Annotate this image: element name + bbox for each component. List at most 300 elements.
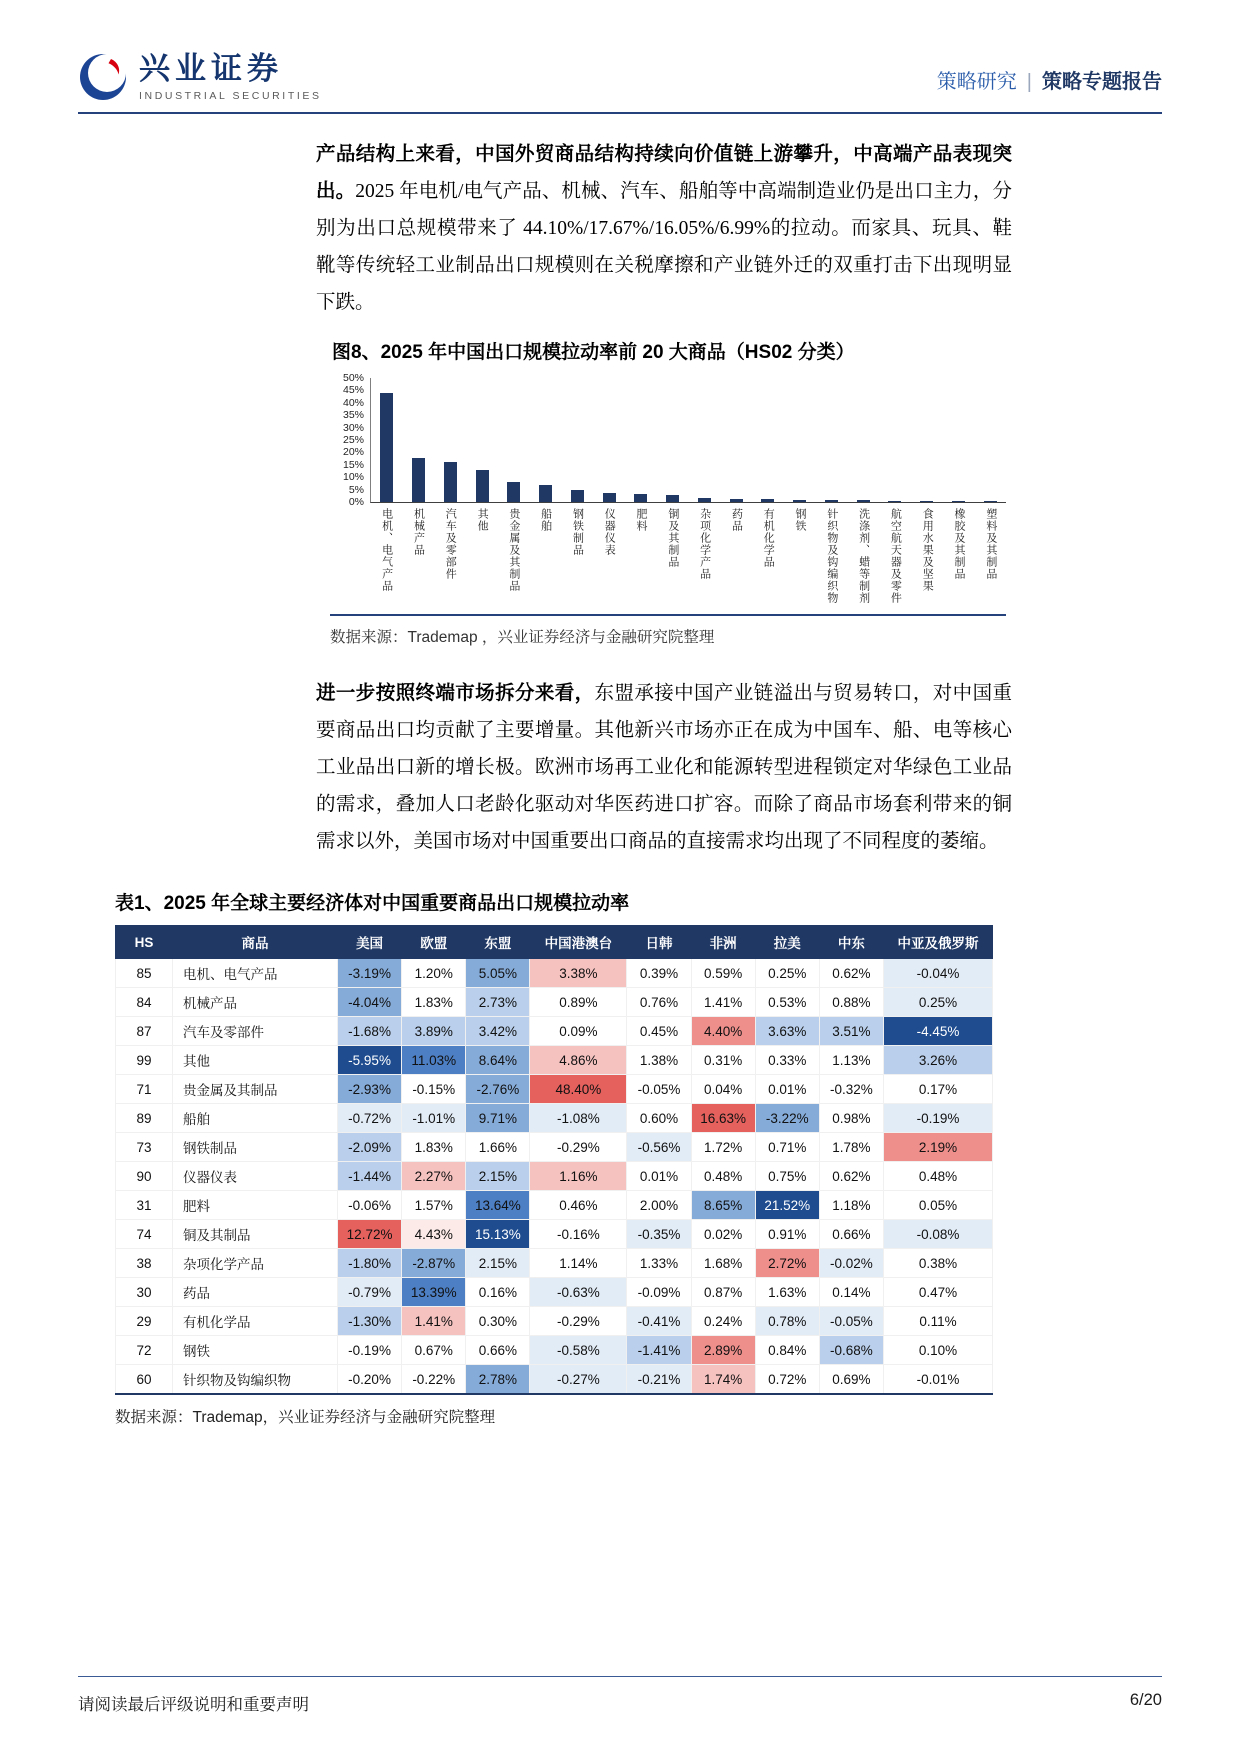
logo-cn-name: 兴业证券 xyxy=(139,51,283,87)
hs-code-cell: 89 xyxy=(116,1104,173,1133)
column-header: 中亚及俄罗斯 xyxy=(884,926,993,959)
value-cell: -0.05% xyxy=(819,1307,883,1336)
value-cell: 0.91% xyxy=(755,1220,819,1249)
value-cell: 1.18% xyxy=(819,1191,883,1220)
y-axis-tick-label: 30% xyxy=(342,421,364,434)
hs-code-cell: 84 xyxy=(116,988,173,1017)
value-cell: -1.01% xyxy=(402,1104,466,1133)
value-cell: -0.63% xyxy=(530,1278,627,1307)
value-cell: 5.05% xyxy=(466,959,530,988)
table-row xyxy=(116,1046,993,1075)
value-cell: 0.45% xyxy=(627,1017,691,1046)
value-cell: -0.72% xyxy=(338,1104,402,1133)
bar xyxy=(730,499,743,502)
y-axis-tick-label: 15% xyxy=(342,458,364,471)
bar-slot xyxy=(911,378,943,502)
value-cell: 0.14% xyxy=(819,1278,883,1307)
bar xyxy=(920,501,933,502)
value-cell: -0.21% xyxy=(627,1365,691,1395)
bar-label-slot xyxy=(529,503,561,604)
bar-label-slot xyxy=(434,503,466,604)
table-body xyxy=(116,959,993,1395)
value-cell: 0.16% xyxy=(466,1278,530,1307)
value-cell: 0.25% xyxy=(884,988,993,1017)
value-cell: 4.86% xyxy=(530,1046,627,1075)
column-header: HS xyxy=(116,926,173,959)
value-cell: 0.66% xyxy=(819,1220,883,1249)
bar xyxy=(476,470,489,502)
bar xyxy=(825,500,838,502)
value-cell: 48.40% xyxy=(530,1075,627,1104)
column-header: 拉美 xyxy=(755,926,819,959)
table-row xyxy=(116,1278,993,1307)
value-cell: 0.11% xyxy=(884,1307,993,1336)
value-cell: 1.83% xyxy=(402,988,466,1017)
value-cell: 0.62% xyxy=(819,959,883,988)
paragraph-2-bold-lead: 进一步按照终端市场拆分来看， xyxy=(316,683,595,704)
bar-label-slot xyxy=(847,503,879,604)
bar xyxy=(952,501,965,502)
bar-label-slot xyxy=(465,503,497,604)
commodity-cell: 其他 xyxy=(173,1046,338,1075)
page-header xyxy=(0,0,1240,102)
bar-category-label: 机械产品 xyxy=(412,508,425,556)
bar-category-label: 钢铁制品 xyxy=(571,508,584,556)
table-header-row xyxy=(116,926,993,959)
column-header: 东盟 xyxy=(466,926,530,959)
bar-category-label: 洗涤剂、蜡等制剂 xyxy=(857,508,870,604)
value-cell: 0.39% xyxy=(627,959,691,988)
bar xyxy=(539,485,552,502)
export-pull-rate-table xyxy=(115,925,993,1395)
value-cell: 0.67% xyxy=(402,1336,466,1365)
value-cell: 0.98% xyxy=(819,1104,883,1133)
value-cell: -4.04% xyxy=(338,988,402,1017)
value-cell: 0.09% xyxy=(530,1017,627,1046)
value-cell: -1.30% xyxy=(338,1307,402,1336)
table-row xyxy=(116,1133,993,1162)
bar-category-label: 汽车及零部件 xyxy=(444,508,457,580)
value-cell: 0.02% xyxy=(691,1220,755,1249)
value-cell: 0.62% xyxy=(819,1162,883,1191)
value-cell: -3.22% xyxy=(755,1104,819,1133)
value-cell: -0.58% xyxy=(530,1336,627,1365)
value-cell: 3.26% xyxy=(884,1046,993,1075)
value-cell: 11.03% xyxy=(402,1046,466,1075)
table-row xyxy=(116,1075,993,1104)
value-cell: -1.80% xyxy=(338,1249,402,1278)
bar-slot xyxy=(879,378,911,502)
hs-code-cell: 74 xyxy=(116,1220,173,1249)
figure-source-note: 数据来源：Trademap ，兴业证券经济与金融研究院整理 xyxy=(330,614,1006,647)
value-cell: -0.20% xyxy=(338,1365,402,1395)
hs-code-cell: 85 xyxy=(116,959,173,988)
hs-code-cell: 73 xyxy=(116,1133,173,1162)
bar xyxy=(507,482,520,502)
table-row xyxy=(116,1191,993,1220)
bar-category-label: 铜及其制品 xyxy=(666,508,679,568)
value-cell: 2.15% xyxy=(466,1249,530,1278)
value-cell: -1.68% xyxy=(338,1017,402,1046)
value-cell: 12.72% xyxy=(338,1220,402,1249)
commodity-cell: 药品 xyxy=(173,1278,338,1307)
value-cell: -0.19% xyxy=(338,1336,402,1365)
bar-category-label: 肥料 xyxy=(635,508,648,532)
bar-slot xyxy=(625,378,657,502)
value-cell: -0.06% xyxy=(338,1191,402,1220)
value-cell: 15.13% xyxy=(466,1220,530,1249)
bar-category-label: 有机化学品 xyxy=(762,508,775,568)
bar xyxy=(666,495,679,502)
bar-category-label: 食用水果及坚果 xyxy=(921,508,934,592)
y-axis-tick-label: 25% xyxy=(342,434,364,446)
value-cell: -0.16% xyxy=(530,1220,627,1249)
bar-label-slot xyxy=(752,503,784,604)
bar-label-slot xyxy=(561,503,593,604)
table-title: 表1、2025 年全球主要经济体对中国重要商品出口规模拉动率 xyxy=(115,893,630,914)
paragraph-2-body: 东盟承接中国产业链溢出与贸易转口，对中国重要商品出口均贡献了主要增量。其他新兴市场亦正在成为中国车、船、电等核心工业品出口新的增长极。欧洲市场再工业化和能源转型进程锁定对华绿色工业品的需求，叠加人口老龄化驱动对华医药进口扩容。而除了商品市场套利带来的铜需求以外，美国市场对中国重要出口商品的直接需求均出现了不同程度的萎缩。 xyxy=(316,683,1012,852)
report-type-label: 策略专题报告 xyxy=(1042,71,1162,93)
logo-en-name: INDUSTRIAL SECURITIES xyxy=(139,89,322,102)
value-cell: 0.04% xyxy=(691,1075,755,1104)
bar-slot xyxy=(435,378,467,502)
hs-code-cell: 31 xyxy=(116,1191,173,1220)
value-cell: 2.78% xyxy=(466,1365,530,1395)
table-source-note: 数据来源：Trademap，兴业证券经济与金融研究院整理 xyxy=(115,1409,496,1426)
bar-slot xyxy=(847,378,879,502)
value-cell: 1.13% xyxy=(819,1046,883,1075)
value-cell: 3.51% xyxy=(819,1017,883,1046)
value-cell: 1.20% xyxy=(402,959,466,988)
hs-code-cell: 60 xyxy=(116,1365,173,1395)
bar xyxy=(698,498,711,502)
bar-slot xyxy=(562,378,594,502)
commodity-cell: 肥料 xyxy=(173,1191,338,1220)
bar-label-slot xyxy=(911,503,943,604)
bar-category-label: 船舶 xyxy=(539,508,552,532)
value-cell: 2.15% xyxy=(466,1162,530,1191)
value-cell: 1.63% xyxy=(755,1278,819,1307)
bar-slot xyxy=(720,378,752,502)
commodity-cell: 钢铁制品 xyxy=(173,1133,338,1162)
value-cell: 1.83% xyxy=(402,1133,466,1162)
bar-label-slot xyxy=(402,503,434,604)
value-cell: 4.43% xyxy=(402,1220,466,1249)
y-axis-tick-label: 5% xyxy=(348,483,364,496)
bar-slot xyxy=(466,378,498,502)
value-cell: 0.71% xyxy=(755,1133,819,1162)
hs-code-cell: 72 xyxy=(116,1336,173,1365)
bar-label-slot xyxy=(370,503,402,604)
bar-category-label: 杂项化学产品 xyxy=(698,508,711,580)
column-header: 中东 xyxy=(819,926,883,959)
value-cell: -2.87% xyxy=(402,1249,466,1278)
value-cell: -2.93% xyxy=(338,1075,402,1104)
value-cell: 0.01% xyxy=(627,1162,691,1191)
value-cell: -1.44% xyxy=(338,1162,402,1191)
y-axis-tick-label: 0% xyxy=(348,496,364,508)
value-cell: -1.08% xyxy=(530,1104,627,1133)
y-axis-tick-label: 10% xyxy=(342,471,364,484)
commodity-cell: 钢铁 xyxy=(173,1336,338,1365)
bar-slot xyxy=(371,378,403,502)
industrial-securities-logo-icon xyxy=(78,52,128,102)
value-cell: 0.25% xyxy=(755,959,819,988)
category-separator: | xyxy=(1026,71,1032,93)
bar xyxy=(571,490,584,502)
value-cell: -0.15% xyxy=(402,1075,466,1104)
table-row xyxy=(116,1249,993,1278)
bar-category-label: 电机、电气产品 xyxy=(380,508,393,592)
bar xyxy=(634,494,647,502)
value-cell: 0.05% xyxy=(884,1191,993,1220)
value-cell: -2.09% xyxy=(338,1133,402,1162)
value-cell: 2.27% xyxy=(402,1162,466,1191)
value-cell: -0.41% xyxy=(627,1307,691,1336)
value-cell: 1.33% xyxy=(627,1249,691,1278)
bar-slot xyxy=(816,378,848,502)
value-cell: 1.41% xyxy=(691,988,755,1017)
value-cell: -0.29% xyxy=(530,1133,627,1162)
value-cell: 1.74% xyxy=(691,1365,755,1395)
bar-slot xyxy=(943,378,975,502)
bar-category-label: 钢铁 xyxy=(794,508,807,532)
bar-label-slot xyxy=(942,503,974,604)
figure-8 xyxy=(330,337,1006,647)
value-cell: 0.88% xyxy=(819,988,883,1017)
value-cell: -0.56% xyxy=(627,1133,691,1162)
value-cell: -2.76% xyxy=(466,1075,530,1104)
bar-category-label: 药品 xyxy=(730,508,743,532)
bar-label-slot xyxy=(974,503,1006,604)
bar-label-slot xyxy=(688,503,720,604)
commodity-cell: 船舶 xyxy=(173,1104,338,1133)
value-cell: 2.73% xyxy=(466,988,530,1017)
value-cell: 0.46% xyxy=(530,1191,627,1220)
table-row xyxy=(116,988,993,1017)
bar-slot xyxy=(530,378,562,502)
logo-text-block xyxy=(139,52,322,101)
value-cell: 13.39% xyxy=(402,1278,466,1307)
value-cell: 1.78% xyxy=(819,1133,883,1162)
header-divider xyxy=(78,112,1162,114)
hs-code-cell: 30 xyxy=(116,1278,173,1307)
bar-label-slot xyxy=(593,503,625,604)
bar-label-slot xyxy=(720,503,752,604)
value-cell: -0.04% xyxy=(884,959,993,988)
value-cell: -0.05% xyxy=(627,1075,691,1104)
column-header: 日韩 xyxy=(627,926,691,959)
bar xyxy=(603,493,616,502)
commodity-cell: 电机、电气产品 xyxy=(173,959,338,988)
value-cell: 0.33% xyxy=(755,1046,819,1075)
value-cell: -0.29% xyxy=(530,1307,627,1336)
hs-code-cell: 99 xyxy=(116,1046,173,1075)
value-cell: 0.72% xyxy=(755,1365,819,1395)
value-cell: 0.75% xyxy=(755,1162,819,1191)
commodity-cell: 仪器仪表 xyxy=(173,1162,338,1191)
value-cell: 16.63% xyxy=(691,1104,755,1133)
commodity-cell: 有机化学品 xyxy=(173,1307,338,1336)
bar-category-label: 橡胶及其制品 xyxy=(953,508,966,580)
column-header: 商品 xyxy=(173,926,338,959)
table-row xyxy=(116,1307,993,1336)
value-cell: 0.10% xyxy=(884,1336,993,1365)
value-cell: 1.66% xyxy=(466,1133,530,1162)
paragraph-1-body: 2025 年电机/电气产品、机械、汽车、船舶等中高端制造业仍是出口主力，分别为出口总规模带来了 44.10%/17.67%/16.05%/6.99%的拉动。而家具、玩具、鞋靴等传统轻工业制品出口规模则在关税摩擦和产业链外迁的双重打击下出现明显下跌。 xyxy=(316,181,1012,313)
value-cell: 1.14% xyxy=(530,1249,627,1278)
value-cell: 0.60% xyxy=(627,1104,691,1133)
bar-category-label: 塑料及其制品 xyxy=(984,508,997,580)
page-number: 6/20 xyxy=(1129,1691,1162,1709)
bar-slot xyxy=(498,378,530,502)
value-cell: 0.48% xyxy=(884,1162,993,1191)
value-cell: 3.42% xyxy=(466,1017,530,1046)
column-header: 中国港澳台 xyxy=(530,926,627,959)
paragraph-1-bold-lead: 产品结构上来看，中国外贸商品结构持续向价值链上游攀升，中高端产品表现突出。 xyxy=(316,144,1012,202)
category-label: 策略研究 xyxy=(936,71,1017,93)
value-cell: -0.27% xyxy=(530,1365,627,1395)
value-cell: -4.45% xyxy=(884,1017,993,1046)
bar-label-slot xyxy=(815,503,847,604)
paragraph-end-markets xyxy=(316,675,1012,860)
y-axis-tick-label: 45% xyxy=(342,384,364,397)
value-cell: 0.31% xyxy=(691,1046,755,1075)
value-cell: 0.01% xyxy=(755,1075,819,1104)
value-cell: 1.72% xyxy=(691,1133,755,1162)
chart-plot-area xyxy=(370,378,1006,604)
footer-disclaimer: 请阅读最后评级说明和重要声明 xyxy=(78,1696,309,1714)
value-cell: -3.19% xyxy=(338,959,402,988)
value-cell: -0.19% xyxy=(884,1104,993,1133)
value-cell: 4.40% xyxy=(691,1017,755,1046)
table-head xyxy=(116,926,993,959)
value-cell: 0.47% xyxy=(884,1278,993,1307)
value-cell: 0.84% xyxy=(755,1336,819,1365)
bar-label-slot xyxy=(497,503,529,604)
commodity-cell: 贵金属及其制品 xyxy=(173,1075,338,1104)
bar-label-slot xyxy=(879,503,911,604)
value-cell: -5.95% xyxy=(338,1046,402,1075)
commodity-cell: 铜及其制品 xyxy=(173,1220,338,1249)
value-cell: 1.41% xyxy=(402,1307,466,1336)
hs-code-cell: 29 xyxy=(116,1307,173,1336)
bar-label-slot xyxy=(656,503,688,604)
column-header: 美国 xyxy=(338,926,402,959)
column-header: 非洲 xyxy=(691,926,755,959)
table-row xyxy=(116,1104,993,1133)
bar-slot xyxy=(689,378,721,502)
value-cell: -0.32% xyxy=(819,1075,883,1104)
commodity-cell: 杂项化学产品 xyxy=(173,1249,338,1278)
value-cell: 0.69% xyxy=(819,1365,883,1395)
bar-slot xyxy=(403,378,435,502)
value-cell: 0.30% xyxy=(466,1307,530,1336)
bar xyxy=(793,500,806,502)
bar xyxy=(984,501,997,502)
company-logo xyxy=(78,52,322,102)
value-cell: 13.64% xyxy=(466,1191,530,1220)
bar-category-label: 仪器仪表 xyxy=(603,508,616,556)
figure-title: 图8、2025 年中国出口规模拉动率前 20 大商品（HS02 分类） xyxy=(332,342,855,363)
value-cell: -0.08% xyxy=(884,1220,993,1249)
column-header: 欧盟 xyxy=(402,926,466,959)
chart-bars-row xyxy=(370,378,1006,503)
hs-code-cell: 38 xyxy=(116,1249,173,1278)
value-cell: 2.00% xyxy=(627,1191,691,1220)
value-cell: 9.71% xyxy=(466,1104,530,1133)
value-cell: 0.48% xyxy=(691,1162,755,1191)
value-cell: 8.64% xyxy=(466,1046,530,1075)
bar-slot xyxy=(593,378,625,502)
table-1-section xyxy=(115,888,993,1427)
value-cell: -0.01% xyxy=(884,1365,993,1395)
y-axis-tick-label: 50% xyxy=(342,372,364,384)
value-cell: 0.66% xyxy=(466,1336,530,1365)
chart-labels-row xyxy=(370,503,1006,604)
value-cell: 0.87% xyxy=(691,1278,755,1307)
value-cell: 1.57% xyxy=(402,1191,466,1220)
value-cell: 3.38% xyxy=(530,959,627,988)
bar-label-slot xyxy=(783,503,815,604)
bar-chart xyxy=(330,372,1006,604)
table-row xyxy=(116,1220,993,1249)
hs-code-cell: 90 xyxy=(116,1162,173,1191)
value-cell: -0.79% xyxy=(338,1278,402,1307)
value-cell: -0.22% xyxy=(402,1365,466,1395)
bar-label-slot xyxy=(624,503,656,604)
bar xyxy=(761,499,774,502)
value-cell: 2.89% xyxy=(691,1336,755,1365)
bar xyxy=(888,501,901,503)
value-cell: 0.78% xyxy=(755,1307,819,1336)
bar-slot xyxy=(752,378,784,502)
value-cell: 8.65% xyxy=(691,1191,755,1220)
chart-y-axis xyxy=(330,372,370,508)
table-row xyxy=(116,959,993,988)
value-cell: 2.72% xyxy=(755,1249,819,1278)
value-cell: -0.68% xyxy=(819,1336,883,1365)
hs-code-cell: 71 xyxy=(116,1075,173,1104)
y-axis-tick-label: 40% xyxy=(342,396,364,409)
value-cell: 0.59% xyxy=(691,959,755,988)
commodity-cell: 针织物及钩编织物 xyxy=(173,1365,338,1395)
bar-category-label: 航空航天器及零件 xyxy=(889,508,902,604)
bar xyxy=(412,458,425,502)
y-axis-tick-label: 35% xyxy=(342,409,364,422)
bar xyxy=(857,500,870,502)
value-cell: 0.24% xyxy=(691,1307,755,1336)
value-cell: 0.89% xyxy=(530,988,627,1017)
bar-category-label: 针织物及钩编织物 xyxy=(825,508,838,604)
value-cell: 0.53% xyxy=(755,988,819,1017)
commodity-cell: 汽车及零部件 xyxy=(173,1017,338,1046)
bar-slot xyxy=(974,378,1006,502)
table-row xyxy=(116,1336,993,1365)
value-cell: 3.89% xyxy=(402,1017,466,1046)
paragraph-product-structure xyxy=(316,136,1012,321)
value-cell: 21.52% xyxy=(755,1191,819,1220)
value-cell: 1.68% xyxy=(691,1249,755,1278)
bar xyxy=(444,462,457,502)
value-cell: 0.17% xyxy=(884,1075,993,1104)
bar-category-label: 其他 xyxy=(476,508,489,532)
bar-slot xyxy=(784,378,816,502)
page-footer xyxy=(78,1676,1162,1715)
table-row xyxy=(116,1017,993,1046)
value-cell: 3.63% xyxy=(755,1017,819,1046)
value-cell: 2.19% xyxy=(884,1133,993,1162)
